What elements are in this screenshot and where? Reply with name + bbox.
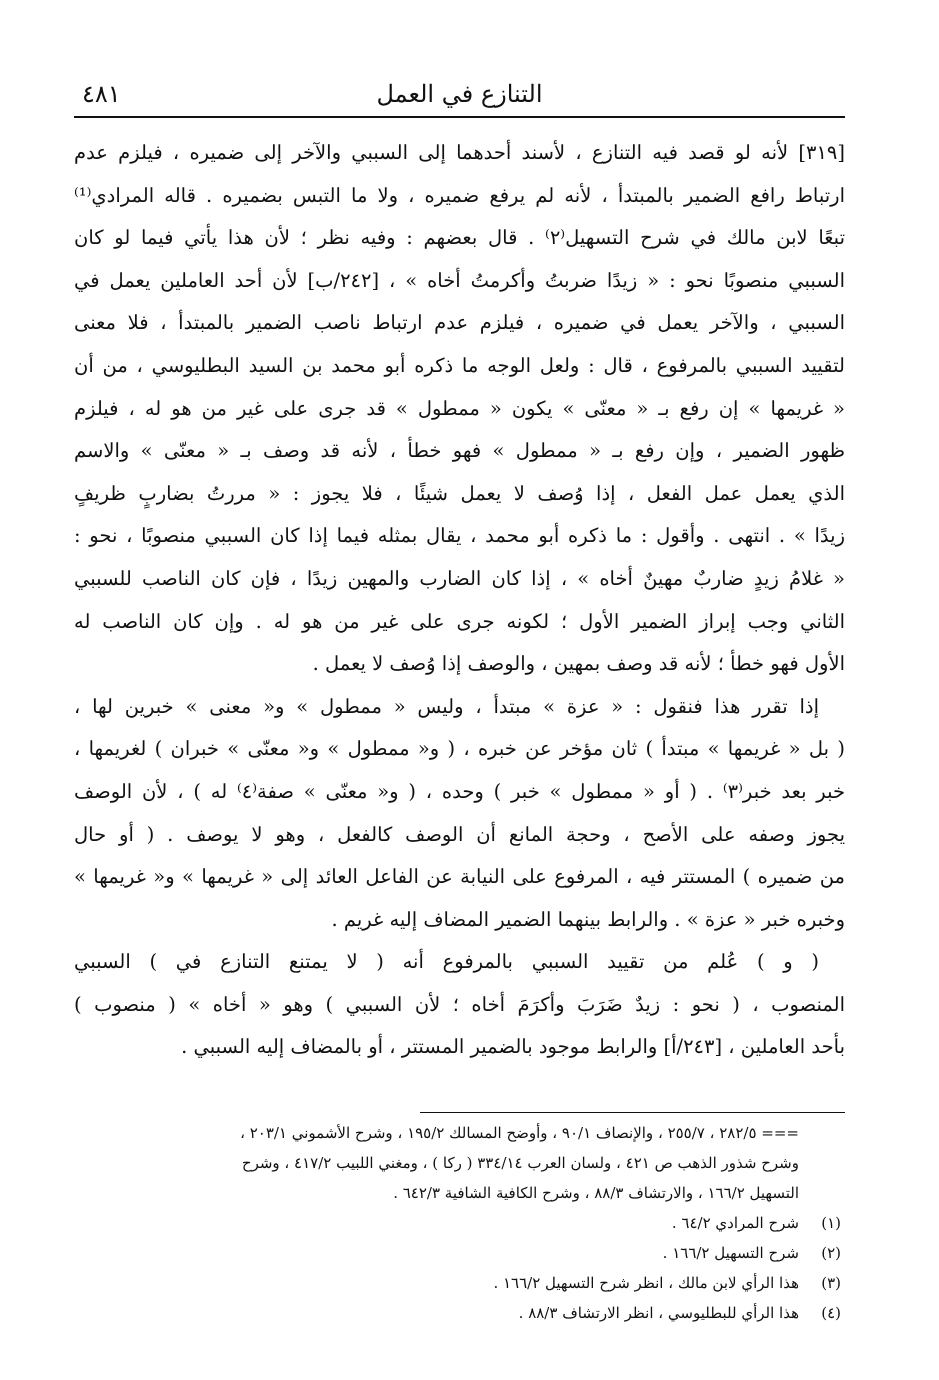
text-line: لتقييد السببي بالمرفوع ، قال : ولعل الوجه ما ذكره أبو محمد بن السيد البطليوسي ، من أن: [74, 353, 845, 377]
footnote-text: شرح المرادي ٦٤/٢ .: [671, 1214, 799, 1232]
text-line: زيدًا » . انتهى . وأقول : ما ذكره أبو محمد ، يقال بمثله فيما إذا كان السببي منصوبًا ، نحو :: [74, 524, 845, 548]
chapter-title: التنازع في العمل: [376, 80, 543, 108]
footnote-number: (١): [821, 1214, 841, 1232]
footnote-number: (٢): [821, 1244, 841, 1262]
footnote-3: [74, 1268, 845, 1298]
footnote-rule: [420, 1112, 845, 1113]
footnote-continuation: وشرح شذور الذهب ص ٤٢١ ، ولسان العرب ٣٣٤/١٤ ( ركا ) ، ومغني اللبيب ٤١٧/٢ ، وشرح: [241, 1154, 799, 1172]
header-rule: [74, 116, 845, 118]
text-line: تبعًا لابن مالك في شرح التسهيل⁽٢⁾ . قال بعضهم : وفيه نظر ؛ لأن هذا يأتي فيما لو كان: [74, 226, 845, 250]
text-line: من ضميره ) المستتر فيه ، المرفوع على النيابة عن الفاعل العائد إلى « غريمها » و« غريمها »: [74, 865, 845, 889]
footnote-number: (٤): [821, 1304, 841, 1322]
text-line: الثاني وجب إبراز الضمير الأول ؛ لكونه جرى على غير من هو له . وإن كان الناصب له: [74, 609, 845, 633]
text-line: بأحد العاملين ، [٢٤٣/أ] والرابط موجود بالضمير المستتر ، أو بالمضاف إليه السببي .: [181, 1035, 845, 1059]
text-line: الذي يعمل عمل الفعل ، إذا وُصف لا يعمل شيئًا ، فلا يجوز : « مررتُ بضاربٍ ظريفٍ: [74, 481, 845, 505]
footnote-text: هذا الرأي لابن مالك ، انظر شرح التسهيل ١٦٦/٢ .: [493, 1274, 799, 1292]
text-line: ظهور الضمير ، وإن رفع بـ « ممطول » فهو خطأ ، لأنه قد وصف بـ « معنّى » والاسم: [74, 439, 845, 463]
footnote-4: [74, 1298, 845, 1328]
text-line: السببي ، والآخر يعمل في ضميره ، فيلزم عدم ارتباط ناصب الضمير بالمبتدأ ، فلا معنى: [74, 311, 845, 335]
text-line: يجوز وصفه على الأصح ، وحجة المانع أن الوصف كالفعل ، وهو لا يوصف . ( أو حال: [74, 822, 845, 846]
text-line: المنصوب ، ( نحو : زيدٌ ضَرَبَ وأكرَمَ أخاه ؛ لأن السببي ) وهو « أخاه » ( منصوب ): [74, 992, 845, 1016]
text-line: ارتباط رافع الضمير بالمبتدأ ، لأنه لم يرفع ضميره ، ولا ما التبس بضميره . قاله المرادي⁽¹⁾: [74, 183, 845, 207]
footnote-2: [74, 1238, 845, 1268]
main-text: [74, 132, 845, 1069]
text-line: ( بل « غريمها » مبتدأ ) ثان مؤخر عن خبره ، ( و« ممطول » و« معنّى » خبران ) لغريمها ،: [74, 737, 845, 761]
footnote-text: هذا الرأي للبطليوسي ، انظر الارتشاف ٨٨/٣ .: [518, 1304, 799, 1322]
footnote-text: شرح التسهيل ١٦٦/٢ .: [662, 1244, 799, 1262]
page-number: ٤٨١: [82, 80, 121, 108]
text-line: [٣١٩] لأنه لو قصد فيه التنازع ، لأسند أحدهما إلى السببي والآخر إلى ضميره ، فيلزم عدم: [74, 141, 845, 164]
footnotes: [74, 1118, 845, 1328]
text-line: إذا تقرر هذا فنقول : « عزة » مبتدأ ، وليس « ممطول » و« معنى » خبرين لها ،: [74, 694, 819, 718]
text-line: خبر بعد خبر⁽٣⁾ . ( أو « ممطول » خبر ) وحده ، ( و« معنّى » صفة⁽٤⁾ له ) ، لأن الوصف: [74, 779, 845, 803]
text-line: الأول فهو خطأ ؛ لأنه قد وصف بمهين ، والوصف إذا وُصف لا يعمل .: [312, 652, 845, 676]
text-line: « غريمها » إن رفع بـ « معنّى » يكون « ممطول » قد جرى على غير من هو له ، فيلزم: [74, 396, 845, 420]
footnote-continuation: التسهيل ١٦٦/٢ ، والارتشاف ٨٨/٣ ، وشرح الكافية الشافية ٦٤٢/٣ .: [393, 1184, 799, 1202]
running-header: [74, 76, 845, 116]
text-line: وخبره خبر « عزة » . والرابط بينهما الضمير المضاف إليه غريم .: [331, 907, 845, 931]
footnote-number: (٣): [821, 1274, 841, 1292]
text-line: « غلامُ زيدٍ ضاربٌ مهينٌ أخاه » ، إذا كان الضارب والمهين زيدًا ، فإن كان الناصب للسببي: [74, 566, 845, 590]
text-line: ( و ) عُلم من تقييد السببي بالمرفوع أنه ( لا يمتنع التنازع في ) السببي: [74, 950, 819, 974]
footnote-continuation: === ٢٨٢/٥ ، ٢٥٥/٧ ، والإنصاف ٩٠/١ ، وأوضح المسالك ١٩٥/٢ ، وشرح الأشموني ٢٠٣/١ ،: [240, 1124, 799, 1142]
text-line: السببي منصوبًا نحو : « زيدًا ضربتُ وأكرمتُ أخاه » ، [٢٤٢/ب] لأن أحد العاملين يعمل في: [74, 268, 845, 292]
footnote-1: [74, 1208, 845, 1238]
